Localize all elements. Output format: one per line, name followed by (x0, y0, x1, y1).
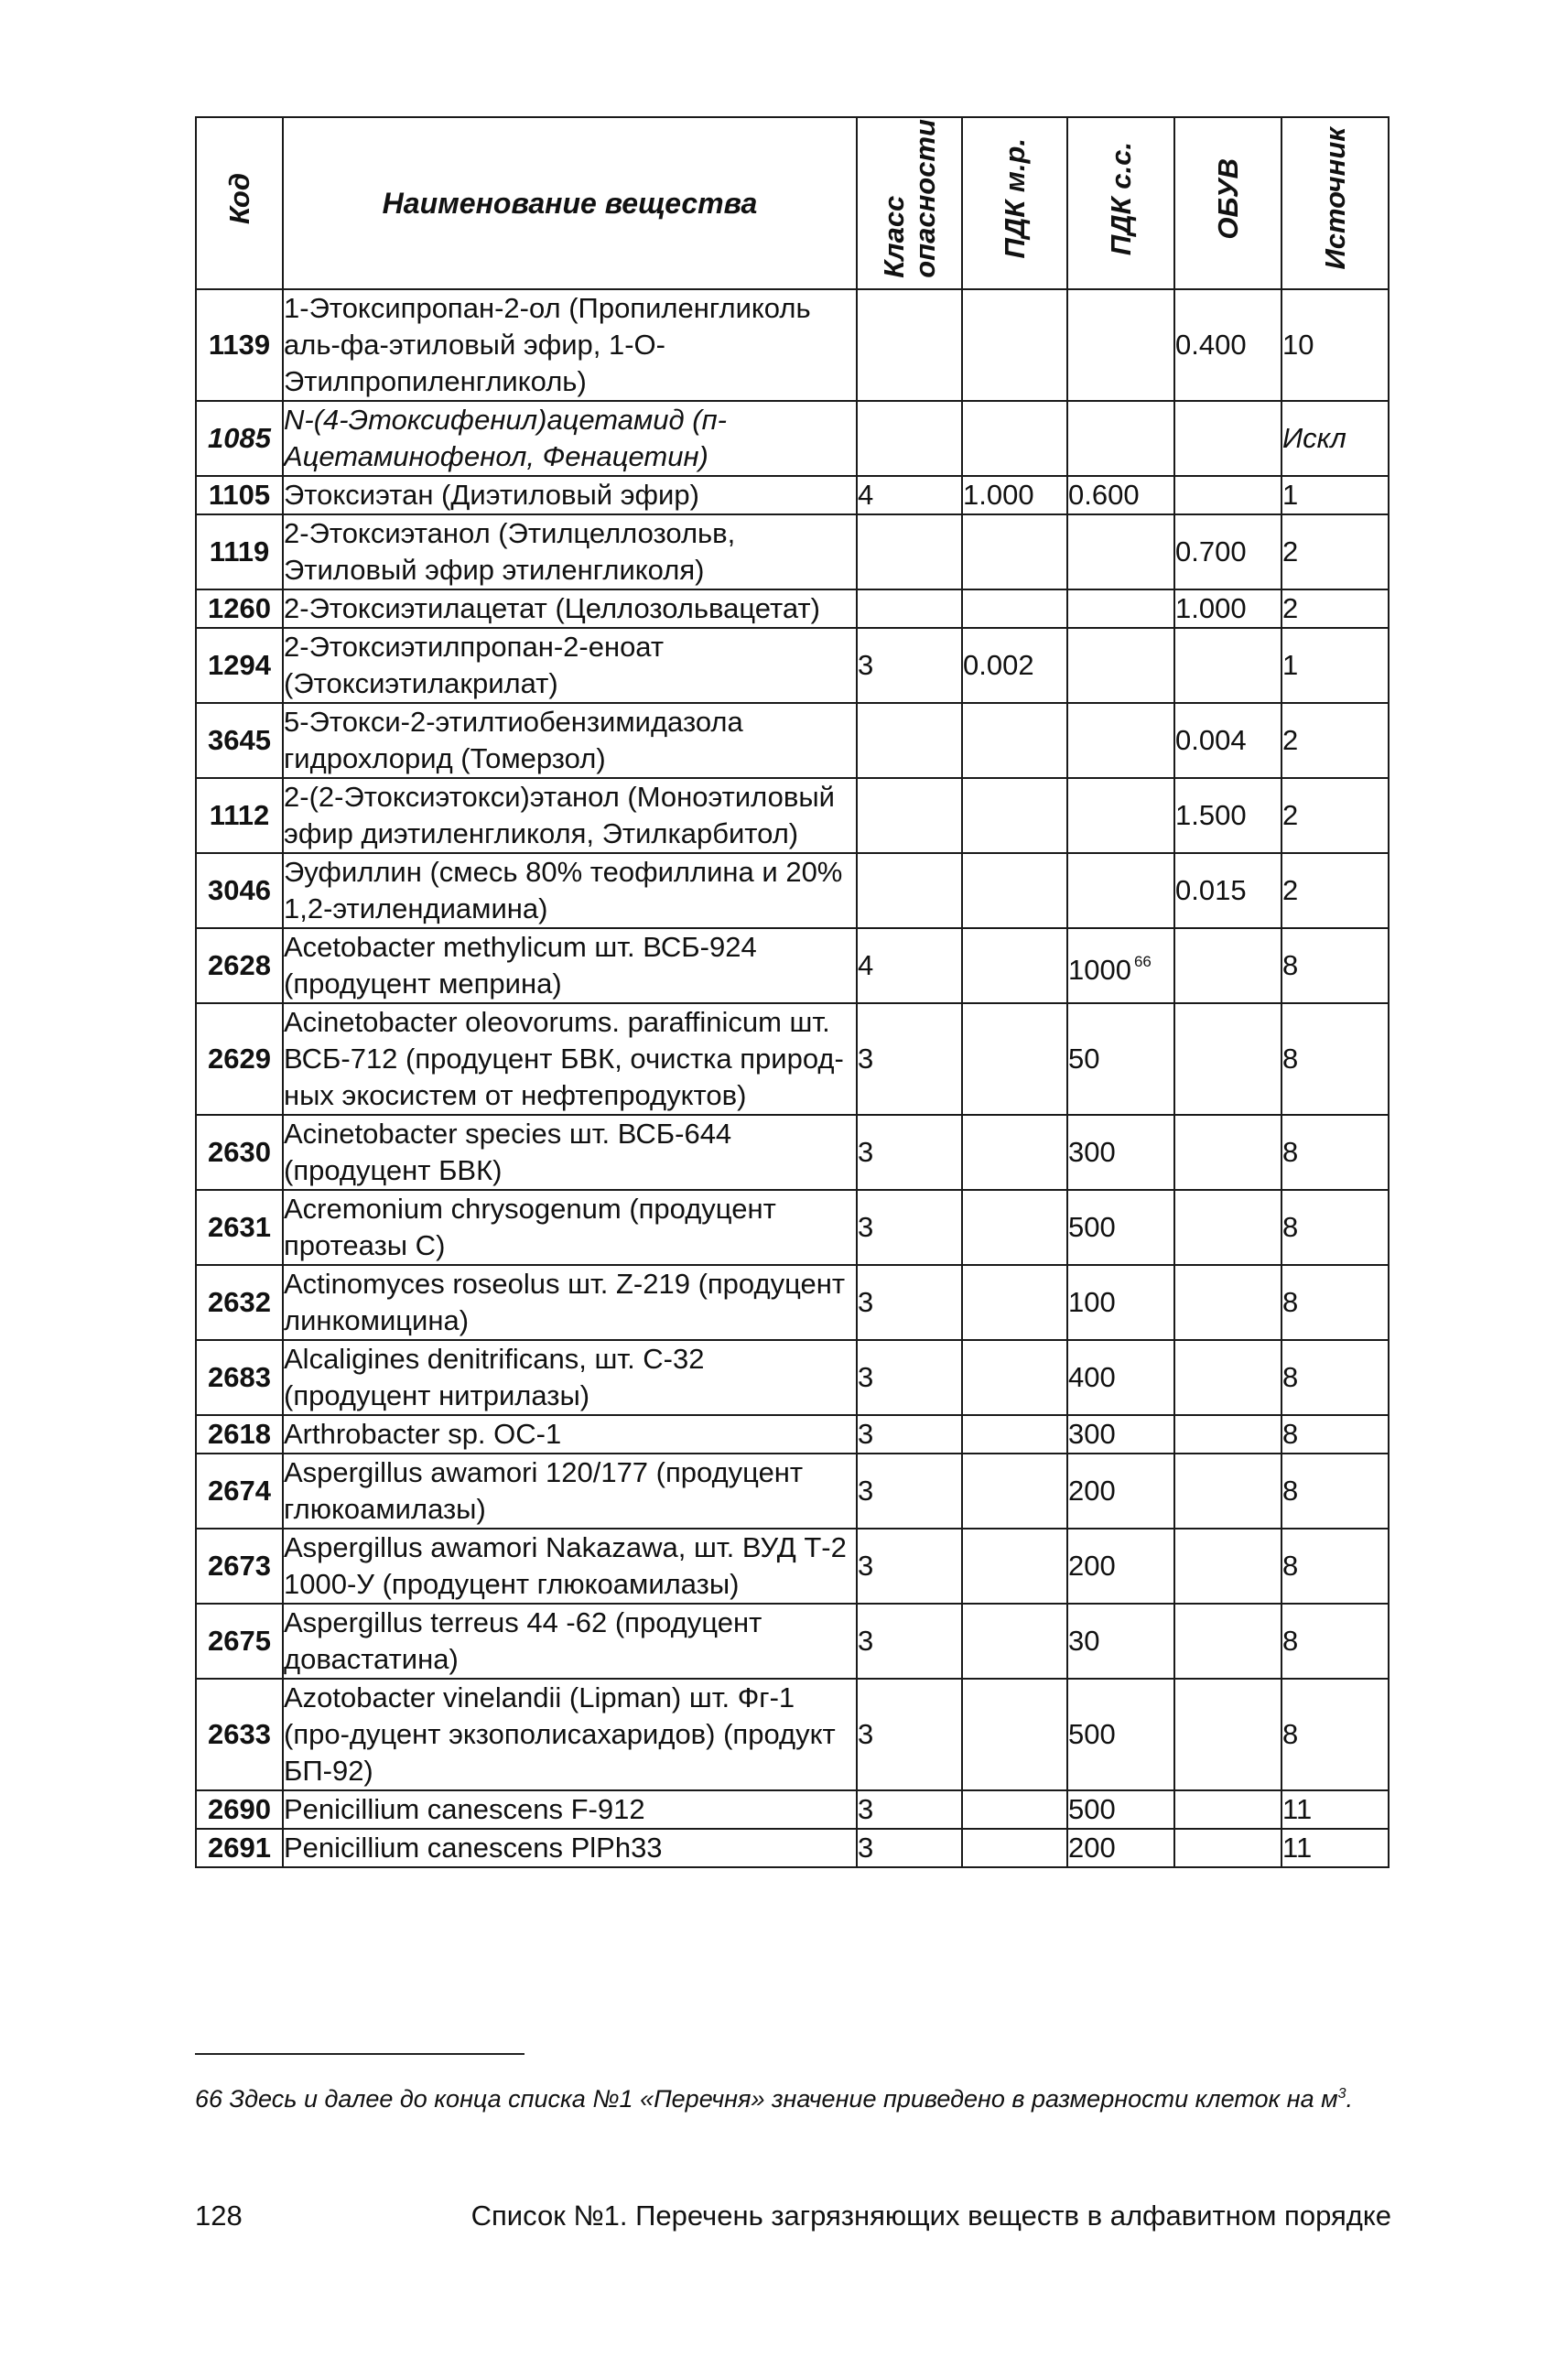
obuv-cell: 0.004 (1174, 703, 1281, 778)
code-cell: 2683 (196, 1340, 283, 1415)
source-cell: 1 (1281, 476, 1389, 514)
pdk-mr-cell (962, 928, 1067, 1003)
substance-name-cell: Azotobacter vinelandii (Lipman) шт. Фг-1 (про-дуцент экзополисахаридов) (продукт БП-92) (283, 1679, 857, 1790)
footnote (195, 2078, 1385, 2115)
pdk-mr-cell (962, 853, 1067, 928)
hazard-class-cell: 4 (857, 476, 962, 514)
pdk-ss-value: 1000 (1068, 953, 1131, 986)
table-row (196, 1790, 1389, 1829)
obuv-cell: 0.400 (1174, 289, 1281, 401)
table-row (196, 476, 1389, 514)
pdk-ss-cell: 200 (1067, 1529, 1174, 1604)
obuv-cell: 1.500 (1174, 778, 1281, 853)
hazard-class-cell (857, 401, 962, 476)
substance-name-cell: Эуфиллин (смесь 80% теофиллина и 20% 1,2-этилендиамина) (283, 853, 857, 928)
pdk-mr-cell (962, 289, 1067, 401)
pdk-ss-cell: 500 (1067, 1190, 1174, 1265)
hazard-class-cell: 3 (857, 1115, 962, 1190)
footnote-superscript: 3 (1337, 2086, 1346, 2102)
pdk-mr-cell (962, 1604, 1067, 1679)
code-cell: 1260 (196, 589, 283, 628)
source-cell: 11 (1281, 1829, 1389, 1867)
obuv-cell (1174, 401, 1281, 476)
obuv-cell (1174, 1790, 1281, 1829)
source-cell: 8 (1281, 1003, 1389, 1115)
header-pdk-mr: ПДК м.р. (962, 117, 1067, 289)
pdk-ss-cell (1067, 853, 1174, 928)
hazard-class-cell: 3 (857, 1340, 962, 1415)
pdk-mr-cell (962, 1115, 1067, 1190)
code-cell: 1294 (196, 628, 283, 703)
substance-name-cell: Actinomyces roseolus шт. Z-219 (продуцент линкомицина) (283, 1265, 857, 1340)
pdk-ss-cell (1067, 703, 1174, 778)
code-cell: 3645 (196, 703, 283, 778)
source-cell: 8 (1281, 1529, 1389, 1604)
code-cell: 2631 (196, 1190, 283, 1265)
pdk-ss-cell (1067, 401, 1174, 476)
hazard-class-cell (857, 778, 962, 853)
obuv-cell (1174, 1115, 1281, 1190)
substance-name-cell: Alcaligines denitrificans, шт. С-32 (продуцент нитрилазы) (283, 1340, 857, 1415)
code-cell: 2630 (196, 1115, 283, 1190)
source-cell: Искл (1281, 401, 1389, 476)
source-cell: 8 (1281, 1340, 1389, 1415)
header-code: Код (196, 117, 283, 289)
pdk-ss-cell: 100 (1067, 1265, 1174, 1340)
substance-name-cell: Acetobacter methylicum шт. ВСБ-924 (продуцент меприна) (283, 928, 857, 1003)
pdk-ss-cell (1067, 928, 1174, 1003)
pdk-ss-cell: 200 (1067, 1454, 1174, 1529)
substance-name-cell: 2-Этоксиэтилацетат (Целлозольвацетат) (283, 589, 857, 628)
obuv-cell (1174, 476, 1281, 514)
source-cell: 2 (1281, 589, 1389, 628)
substance-name-cell: Aspergillus terreus 44 -62 (продуцент довастатина) (283, 1604, 857, 1679)
pdk-ss-cell: 50 (1067, 1003, 1174, 1115)
header-name: Наименование вещества (283, 117, 857, 289)
substance-name-cell: 2-Этоксиэтанол (Этилцеллозольв, Этиловый эфир этиленгликоля) (283, 514, 857, 589)
hazard-class-cell: 3 (857, 1415, 962, 1454)
code-cell: 2675 (196, 1604, 283, 1679)
hazard-class-cell: 3 (857, 1190, 962, 1265)
source-cell: 8 (1281, 1190, 1389, 1265)
hazard-class-cell (857, 589, 962, 628)
code-cell: 3046 (196, 853, 283, 928)
substance-name-cell: Penicillium canescens F-912 (283, 1790, 857, 1829)
table-row (196, 628, 1389, 703)
obuv-cell (1174, 1265, 1281, 1340)
pdk-mr-cell (962, 1529, 1067, 1604)
substance-name-cell: Acinetobacter oleovorums. paraffinicum шт. ВСБ-712 (продуцент БВК, очистка природ-ных экосистем от нефтепродуктов) (283, 1003, 857, 1115)
substance-name-cell: Aspergillus awamori Nakazawa, шт. ВУД Т-2 1000-У (продуцент глюкоамилазы) (283, 1529, 857, 1604)
table-row (196, 1003, 1389, 1115)
pdk-mr-cell (962, 703, 1067, 778)
footnote-marker: 66 (1133, 952, 1152, 970)
table-row (196, 289, 1389, 401)
pdk-mr-cell (962, 1790, 1067, 1829)
hazard-class-cell: 3 (857, 1454, 962, 1529)
pdk-mr-cell (962, 1265, 1067, 1340)
header-row (196, 117, 1389, 289)
hazard-class-cell: 3 (857, 1829, 962, 1867)
hazard-class-cell: 3 (857, 1003, 962, 1115)
source-cell: 8 (1281, 1454, 1389, 1529)
table-row (196, 1115, 1389, 1190)
footnote-end: . (1346, 2085, 1354, 2113)
pdk-mr-cell (962, 401, 1067, 476)
table-row (196, 514, 1389, 589)
substance-name-cell: N-(4-Этоксифенил)ацетамид (п-Ацетаминофенол, Фенацетин) (283, 401, 857, 476)
table-row (196, 1829, 1389, 1867)
obuv-cell: 0.015 (1174, 853, 1281, 928)
table-row (196, 1454, 1389, 1529)
header-pdk-ss: ПДК с.с. (1067, 117, 1174, 289)
source-cell: 8 (1281, 1115, 1389, 1190)
code-cell: 1112 (196, 778, 283, 853)
code-cell: 1119 (196, 514, 283, 589)
substances-table (195, 116, 1390, 1868)
substance-name-cell: Penicillium canescens PlPh33 (283, 1829, 857, 1867)
pdk-ss-cell: 500 (1067, 1790, 1174, 1829)
code-cell: 1085 (196, 401, 283, 476)
substance-name-cell: 2-Этоксиэтилпропан-2-еноат (Этоксиэтилакрилат) (283, 628, 857, 703)
hazard-class-cell: 3 (857, 1265, 962, 1340)
table-row (196, 1604, 1389, 1679)
pdk-ss-cell: 400 (1067, 1340, 1174, 1415)
substance-name-cell: Arthrobacter sp. ОС-1 (283, 1415, 857, 1454)
pdk-ss-cell (1067, 778, 1174, 853)
pdk-ss-cell: 30 (1067, 1604, 1174, 1679)
obuv-cell: 0.700 (1174, 514, 1281, 589)
source-cell: 8 (1281, 1265, 1389, 1340)
pdk-mr-cell (962, 1679, 1067, 1790)
substance-name-cell: 5-Этокси-2-этилтиобензимидазола гидрохлорид (Томерзол) (283, 703, 857, 778)
obuv-cell (1174, 1529, 1281, 1604)
pdk-mr-cell (962, 1829, 1067, 1867)
table-row (196, 853, 1389, 928)
pdk-mr-cell: 0.002 (962, 628, 1067, 703)
code-cell: 2629 (196, 1003, 283, 1115)
footnote-text: 66 Здесь и далее до конца списка №1 «Перечня» значение приведено в размерности клеток на м (195, 2085, 1338, 2113)
source-cell: 8 (1281, 1415, 1389, 1454)
code-cell: 2691 (196, 1829, 283, 1867)
pdk-ss-cell (1067, 514, 1174, 589)
source-cell: 11 (1281, 1790, 1389, 1829)
substance-name-cell: Aspergillus awamori 120/177 (продуцент глюкоамилазы) (283, 1454, 857, 1529)
source-cell: 8 (1281, 1604, 1389, 1679)
source-cell: 2 (1281, 778, 1389, 853)
table-row (196, 1415, 1389, 1454)
code-cell: 1139 (196, 289, 283, 401)
pdk-ss-cell (1067, 289, 1174, 401)
table-body (196, 289, 1389, 1867)
pdk-ss-cell: 300 (1067, 1415, 1174, 1454)
source-cell: 8 (1281, 928, 1389, 1003)
obuv-cell (1174, 1415, 1281, 1454)
hazard-class-cell (857, 289, 962, 401)
hazard-class-cell: 3 (857, 628, 962, 703)
obuv-cell: 1.000 (1174, 589, 1281, 628)
table-row (196, 778, 1389, 853)
running-head: Список №1. Перечень загрязняющих веществ в алфавитном порядке (470, 2200, 1391, 2232)
table-row (196, 1340, 1389, 1415)
obuv-cell (1174, 1340, 1281, 1415)
table-row (196, 589, 1389, 628)
pdk-ss-cell (1067, 589, 1174, 628)
obuv-cell (1174, 1454, 1281, 1529)
table-row (196, 1190, 1389, 1265)
pdk-mr-cell (962, 1454, 1067, 1529)
obuv-cell (1174, 628, 1281, 703)
header-hazard-class: Класс опасности (857, 117, 962, 289)
pdk-ss-cell: 300 (1067, 1115, 1174, 1190)
pdk-mr-cell: 1.000 (962, 476, 1067, 514)
hazard-class-cell: 3 (857, 1790, 962, 1829)
hazard-class-cell: 4 (857, 928, 962, 1003)
substance-name-cell: Acremonium chrysogenum (продуцент протеазы С) (283, 1190, 857, 1265)
source-cell: 2 (1281, 703, 1389, 778)
pdk-mr-cell (962, 514, 1067, 589)
code-cell: 1105 (196, 476, 283, 514)
pdk-mr-cell (962, 1003, 1067, 1115)
table-row (196, 703, 1389, 778)
pdk-mr-cell (962, 1190, 1067, 1265)
footnote-rule (195, 2053, 524, 2055)
source-cell: 8 (1281, 1679, 1389, 1790)
pdk-mr-cell (962, 589, 1067, 628)
substance-name-cell: 2-(2-Этоксиэтокси)этанол (Моноэтиловый эфир диэтиленгликоля, Этилкарбитол) (283, 778, 857, 853)
code-cell: 2618 (196, 1415, 283, 1454)
code-cell: 2690 (196, 1790, 283, 1829)
code-cell: 2632 (196, 1265, 283, 1340)
obuv-cell (1174, 928, 1281, 1003)
source-cell: 2 (1281, 853, 1389, 928)
hazard-class-cell: 3 (857, 1679, 962, 1790)
code-cell: 2633 (196, 1679, 283, 1790)
hazard-class-cell (857, 703, 962, 778)
source-cell: 1 (1281, 628, 1389, 703)
code-cell: 2674 (196, 1454, 283, 1529)
table-row (196, 1529, 1389, 1604)
substance-name-cell: Acinetobacter species шт. ВСБ-644 (продуцент БВК) (283, 1115, 857, 1190)
hazard-class-cell: 3 (857, 1604, 962, 1679)
page-number: 128 (195, 2200, 243, 2232)
code-cell: 2673 (196, 1529, 283, 1604)
table-row (196, 401, 1389, 476)
table-row (196, 1265, 1389, 1340)
table-row (196, 928, 1389, 1003)
pdk-mr-cell (962, 778, 1067, 853)
hazard-class-cell (857, 853, 962, 928)
pdk-ss-cell: 0.600 (1067, 476, 1174, 514)
pdk-ss-cell (1067, 628, 1174, 703)
header-source: Источник (1281, 117, 1389, 289)
pdk-ss-cell: 200 (1067, 1829, 1174, 1867)
source-cell: 2 (1281, 514, 1389, 589)
pdk-ss-cell: 500 (1067, 1679, 1174, 1790)
substance-name-cell: Этоксиэтан (Диэтиловый эфир) (283, 476, 857, 514)
pdk-mr-cell (962, 1340, 1067, 1415)
substance-name-cell: 1-Этоксипропан-2-ол (Пропиленгликоль аль-фа-этиловый эфир, 1-О-Этилпропиленгликоль) (283, 289, 857, 401)
obuv-cell (1174, 1604, 1281, 1679)
obuv-cell (1174, 1190, 1281, 1265)
code-cell: 2628 (196, 928, 283, 1003)
source-cell: 10 (1281, 289, 1389, 401)
hazard-class-cell (857, 514, 962, 589)
obuv-cell (1174, 1829, 1281, 1867)
table-row (196, 1679, 1389, 1790)
hazard-class-cell: 3 (857, 1529, 962, 1604)
pdk-mr-cell (962, 1415, 1067, 1454)
obuv-cell (1174, 1003, 1281, 1115)
header-obuv: ОБУВ (1174, 117, 1281, 289)
obuv-cell (1174, 1679, 1281, 1790)
